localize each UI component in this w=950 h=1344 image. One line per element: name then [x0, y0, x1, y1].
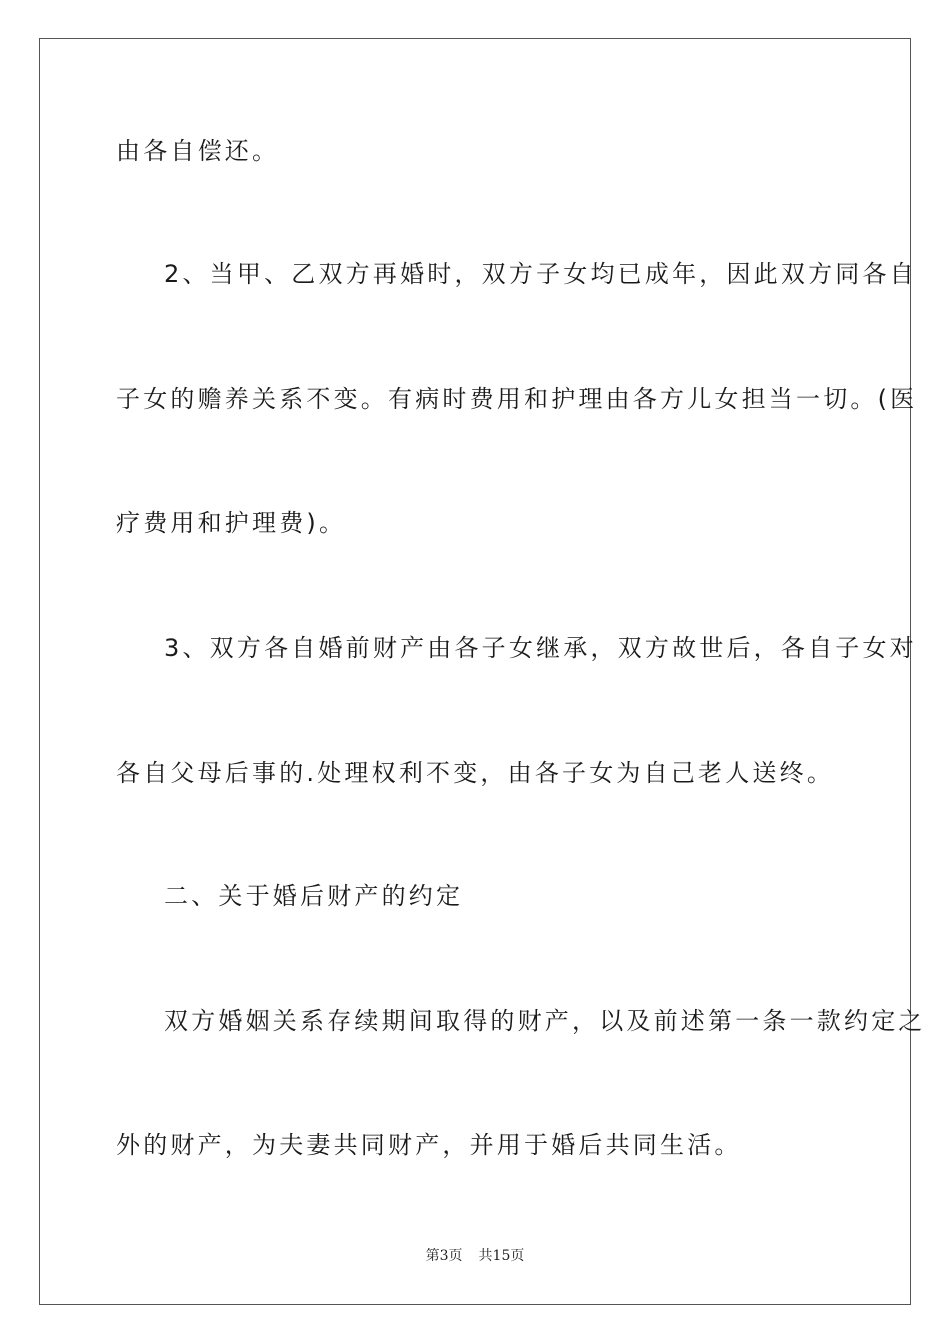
text-line-3: 子女的赡养关系不变。有病时费用和护理由各方儿女担当一切。(医 [116, 385, 918, 413]
text-line-9: 外的财产，为夫妻共同财产，并用于婚后共同生活。 [116, 1131, 742, 1159]
page-footer [0, 1247, 950, 1265]
section-heading: 二、关于婚后财产的约定 [164, 882, 464, 910]
page-frame [39, 38, 926, 1305]
text-line-4: 疗费用和护理费)。 [116, 509, 347, 537]
text-line-5: 3、双方各自婚前财产由各子女继承，双方故世后，各自子女对 [164, 634, 917, 662]
page-total: 共15页 [478, 1248, 525, 1264]
text-line-2: 2、当甲、乙双方再婚时，双方子女均已成年，因此双方同各自 [164, 260, 917, 288]
page-number: 第3页 [425, 1248, 463, 1264]
text-line-1: 由各自偿还。 [116, 137, 280, 165]
text-line-6: 各自父母后事的.处理权利不变，由各子女为自己老人送终。 [116, 759, 835, 787]
text-line-8: 双方婚姻关系存续期间取得的财产，以及前述第一条一款约定之 [164, 1007, 926, 1035]
